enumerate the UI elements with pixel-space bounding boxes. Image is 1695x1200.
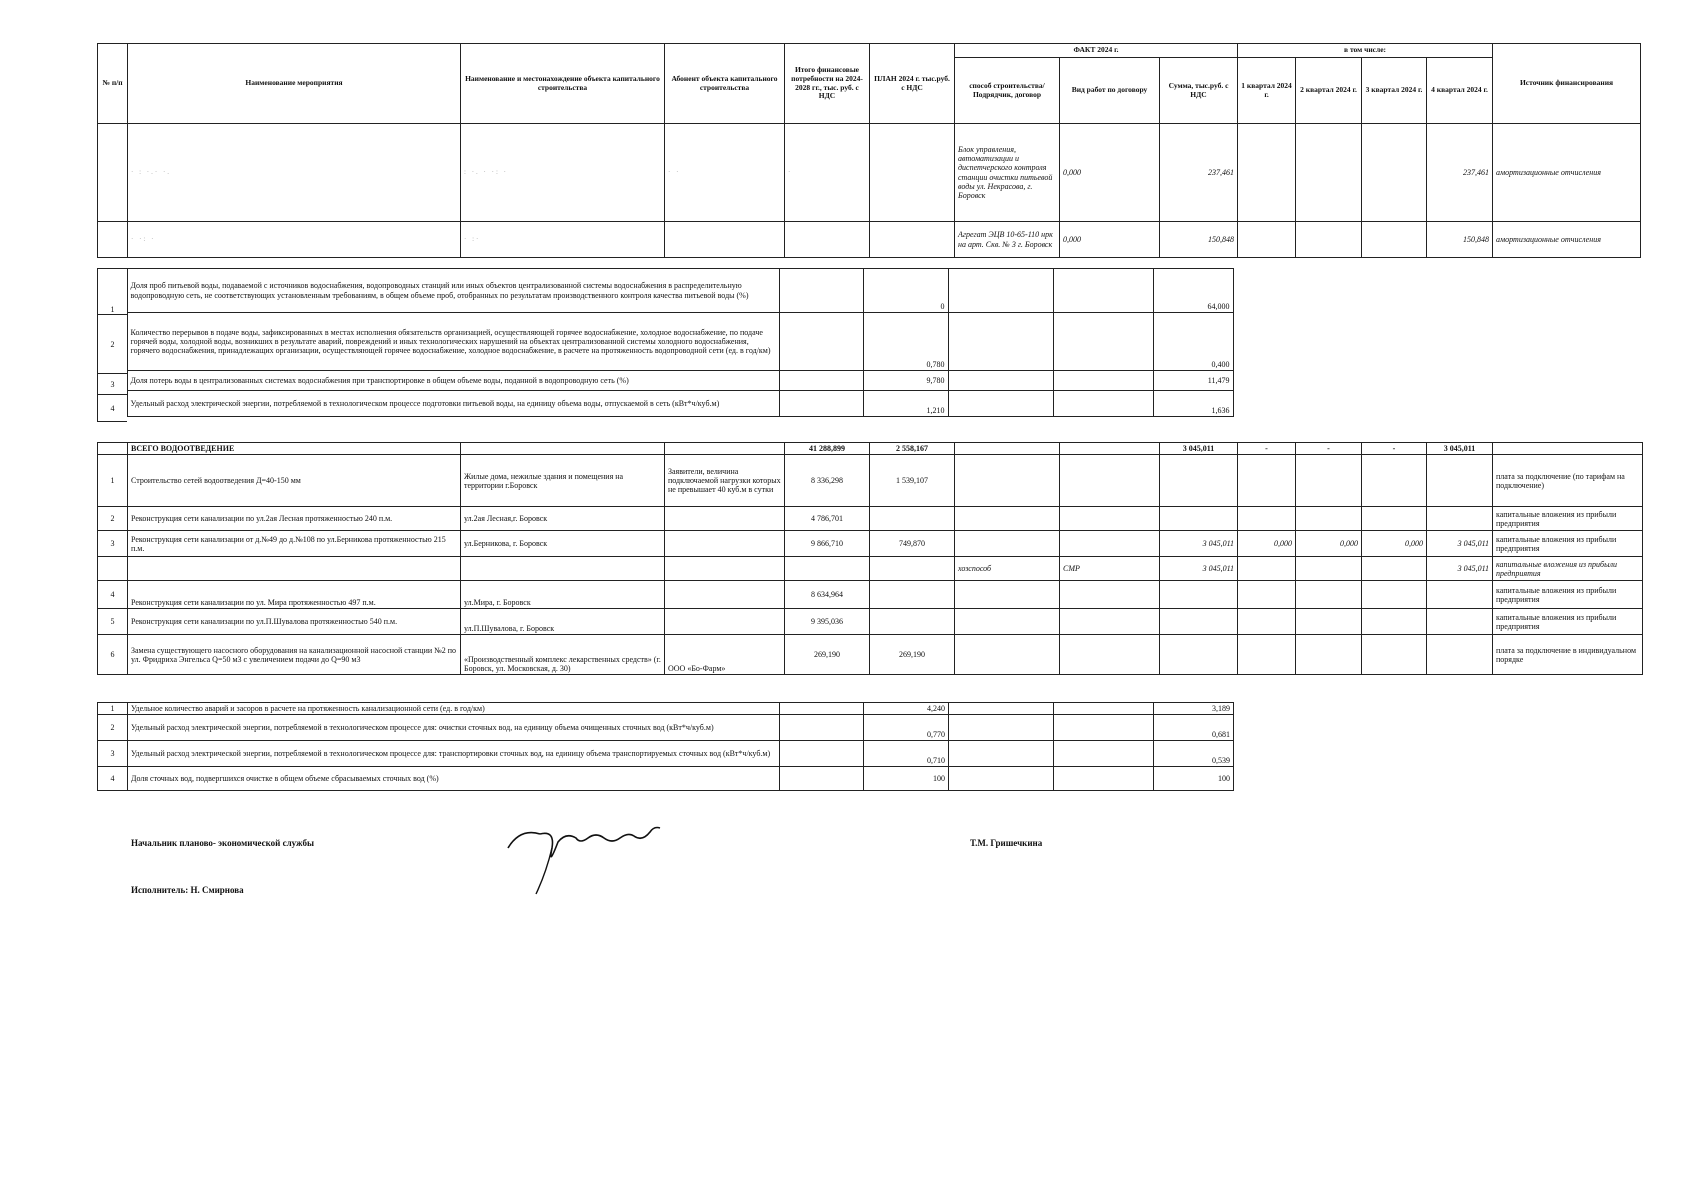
row-method [955,581,1060,609]
row-method [955,531,1060,557]
row-sum: 3 045,011 [1160,557,1238,581]
cell [1238,222,1296,258]
row-q1 [1238,455,1296,507]
indicator-plan: 0 [863,269,948,313]
row-method [955,609,1060,635]
indicator-fact: 0,400 [1153,313,1233,371]
indicator-no: 3 [98,741,128,767]
cell [870,124,955,222]
cell-method: Блок управления, автоматизации и диспетчерского контроля станции очистки питьевой воды ул. Некрасова, г. Боровск [955,124,1060,222]
row-q3 [1362,507,1427,531]
cell-worktype: 0,000 [1060,222,1160,258]
row-no: 4 [98,581,128,609]
row-q3: 0,000 [1362,531,1427,557]
table-row [127,269,1233,313]
row-q1: 0,000 [1238,531,1296,557]
cell [1362,222,1427,258]
col-no: № п/п [98,44,128,124]
row-worktype [1060,635,1160,675]
row-q3 [1362,635,1427,675]
row-q2 [1296,581,1362,609]
row-q2 [1296,609,1362,635]
indicator-text: Доля проб питьевой воды, подаваемой с источников водоснабжения, водопроводных станций или иных объектов централизованной системы водоснабжения в распределительную водопроводную сеть, не соответствующих установленным требованиям, в общем объеме проб, отобранных по результатам производственного контроля качества питьевой воды (%) [127,269,779,313]
col-name: Наименование мероприятия [128,44,461,124]
col-object: Наименование и местонахождение объекта капитального строительства [461,44,665,124]
sewage-total: 41 288,899 [785,443,870,455]
signatory-position: Начальник планово- экономической службы [131,838,314,848]
row-total: 9 866,710 [785,531,870,557]
redacted-cell [98,124,128,222]
table-row [98,531,1643,557]
table-row [98,741,1234,767]
indicator-text: Удельное количество аварий и засоров в расчете на протяженность канализационной сети (ед. в год/км) [128,703,780,715]
col-q4: 4 квартал 2024 г. [1427,58,1493,124]
handwritten-signature [500,808,680,898]
row-subscriber [665,581,785,609]
col-fact-group: ФАКТ 2024 г. [955,44,1238,58]
row-q2 [1296,557,1362,581]
indicator-fact: 0,539 [1154,741,1234,767]
row-q4 [1427,507,1493,531]
row-sum [1160,635,1238,675]
col-total: Итого финансовые потребности на 2024-2028 гг., тыс. руб. с НДС [785,44,870,124]
row-q1 [1238,557,1296,581]
cell [98,222,128,258]
row-q4 [1427,581,1493,609]
row-sum [1160,455,1238,507]
row-method [955,455,1060,507]
row-q3 [1362,609,1427,635]
sewage-q4: 3 045,011 [1427,443,1493,455]
redacted-cell: · ·: · [128,222,461,258]
sewage-total-label: ВСЕГО ВОДООТВЕДЕНИЕ [128,443,461,455]
redacted-cell: · :· [461,222,665,258]
row-object: ул.2ая Лесная,г. Боровск [461,507,665,531]
indicator-fact: 64,000 [1153,269,1233,313]
row-source: плата за подключение в индивидуальном порядке [1493,635,1643,675]
row-object: ул.П.Шувалова, г. Боровск [461,609,665,635]
row-subscriber: Заявители, величина подключаемой нагрузки которых не превышает 40 куб.м в сутки [665,455,785,507]
cell-method: Агрегат ЭЦВ 10-65-110 нрк на арт. Скв. № 3 г. Боровск [955,222,1060,258]
table-row [127,313,1233,371]
row-q1 [1238,635,1296,675]
row-total: 8 634,964 [785,581,870,609]
row-method [955,635,1060,675]
table-row [98,767,1234,791]
row-name: Реконструкция сети канализации по ул.П.Шувалова протяженностью 540 п.м. [128,609,461,635]
row-object: ул.Мира, г. Боровск [461,581,665,609]
row-object [461,557,665,581]
row-sum [1160,581,1238,609]
col-worktype: Вид работ по договору [1060,58,1160,124]
table-row [98,557,1643,581]
cell [870,222,955,258]
indicator-plan: 1,210 [863,391,948,417]
sewage-table [97,442,1643,675]
row-sum [1160,507,1238,531]
indicator-fact: 11,479 [1153,371,1233,391]
row-name: Реконструкция сети канализации по ул. Мира протяженностью 497 п.м. [128,581,461,609]
row-plan: 1 539,107 [870,455,955,507]
table-row [98,507,1643,531]
row-q3 [1362,581,1427,609]
row-subscriber [665,609,785,635]
indicator-plan: 9,780 [863,371,948,391]
col-q3: 3 квартал 2024 г. [1362,58,1427,124]
sewage-q2: - [1296,443,1362,455]
row-plan [870,609,955,635]
table-row [98,581,1643,609]
indicator-text: Удельный расход электрической энергии, потребляемой в технологическом процессе подготовки питьевой воды, на единицу объема воды, отпускаемой в сеть (кВт*ч/куб.м) [127,391,779,417]
row-q1 [1238,507,1296,531]
row-name: Замена существующего насосного оборудования на канализационной насосной станции №2 по ул. Фридриха Энгельса Q=50 м3 с увеличением подачи до Q=90 м3 [128,635,461,675]
investment-table [97,43,1641,258]
row-plan: 749,870 [870,531,955,557]
row-worktype [1060,581,1160,609]
indicator-fact: 3,189 [1154,703,1234,715]
water-indicator-numbers [97,268,127,422]
indicator-plan: 100 [864,767,949,791]
row-q2 [1296,455,1362,507]
cell [1362,124,1427,222]
cell-source: амортизационные отчисления [1493,124,1641,222]
row-worktype: СМР [1060,557,1160,581]
row-worktype [1060,609,1160,635]
row-worktype [1060,531,1160,557]
row-plan: 269,190 [870,635,955,675]
row-q1 [1238,581,1296,609]
cell-q4: 237,461 [1427,124,1493,222]
table-row [98,715,1234,741]
row-total: 9 395,036 [785,609,870,635]
table-row [98,455,1643,507]
row-total: 269,190 [785,635,870,675]
row-subscriber [665,531,785,557]
cell [1296,124,1362,222]
indicator-no: 3 [97,374,127,395]
row-q2 [1296,507,1362,531]
executor: Исполнитель: Н. Смирнова [131,885,244,895]
row-no: 3 [98,531,128,557]
row-q4: 3 045,011 [1427,531,1493,557]
row-plan [870,557,955,581]
row-subscriber [665,557,785,581]
row-source: капитальные вложения из прибыли предприятия [1493,581,1643,609]
sewage-sum: 3 045,011 [1160,443,1238,455]
row-q3 [1362,455,1427,507]
water-indicators-table [127,268,1234,417]
indicator-no: 4 [97,395,127,422]
indicator-text: Доля потерь воды в централизованных системах водоснабжения при транспортировке в общем объеме воды, поданной в водопроводную сеть (%) [127,371,779,391]
sewage-total-row [98,443,1643,455]
indicator-fact: 1,636 [1153,391,1233,417]
redacted-cell: · · [665,124,785,222]
row-total [785,557,870,581]
cell-source: амортизационные отчисления [1493,222,1641,258]
col-plan: ПЛАН 2024 г. тыс.руб. с НДС [870,44,955,124]
table-row [98,222,1641,258]
row-q4 [1427,635,1493,675]
row-q3 [1362,557,1427,581]
row-total: 4 786,701 [785,507,870,531]
indicator-no: 2 [97,315,127,374]
sewage-q3: - [1362,443,1427,455]
row-object: «Производственный комплекс лекарственных средств» (г. Боровск, ул. Московская, д. 30) [461,635,665,675]
row-plan [870,581,955,609]
indicator-no: 1 [97,268,127,315]
col-subscriber: Абонент объекта капитального строительства [665,44,785,124]
signatory-name: Т.М. Гришечкина [970,838,1043,848]
row-worktype [1060,455,1160,507]
row-object: Жилые дома, нежилые здания и помещения на территории г.Боровск [461,455,665,507]
indicator-no: 4 [98,767,128,791]
col-q1: 1 квартал 2024 г. [1238,58,1296,124]
indicator-no: 2 [98,715,128,741]
col-source: Источник финансирования [1493,44,1641,124]
table-row [98,635,1643,675]
row-method [955,507,1060,531]
row-q4 [1427,455,1493,507]
row-name: Реконструкция сети канализации по ул.2ая Лесная протяженностью 240 п.м. [128,507,461,531]
row-subscriber: ООО «Бо-Фарм» [665,635,785,675]
col-sum: Сумма, тыс.руб. с НДС [1160,58,1238,124]
table-row [98,124,1641,222]
row-no [98,557,128,581]
indicator-plan: 0,710 [864,741,949,767]
sewage-plan: 2 558,167 [870,443,955,455]
cell [665,222,785,258]
row-no: 2 [98,507,128,531]
indicator-no: 1 [98,703,128,715]
row-no: 6 [98,635,128,675]
row-source: капитальные вложения из прибыли предприятия [1493,557,1643,581]
row-name: Реконструкция сети канализации от д.№49 до д.№108 по ул.Берникова протяженностью 215 п.м. [128,531,461,557]
indicator-text: Количество перерывов в подаче воды, зафиксированных в местах исполнения обязательств организацией, осуществляющей горячее водоснабжение, холодное водоснабжение, по подаче горячей воды, холодной воды, возникших в результате аварий, повреждений и иных технологических нарушений на объектах централизованной системы холодного водоснабжения, горячего водоснабжения, принадлежащих организации, осуществляющей горячее водоснабжение, холодное водоснабжение, в расчете на протяженность водопроводной сети (ед. в год/км) [127,313,779,371]
row-q2 [1296,635,1362,675]
indicator-text: Доля сточных вод, подвергшихся очистке в общем объеме сбрасываемых сточных вод (%) [128,767,780,791]
cell [1238,124,1296,222]
cell-sum: 150,848 [1160,222,1238,258]
cell-sum: 237,461 [1160,124,1238,222]
row-plan [870,507,955,531]
table-row [98,703,1234,715]
cell [1296,222,1362,258]
sewage-indicators-table [97,702,1234,791]
indicator-fact: 100 [1154,767,1234,791]
row-sum [1160,609,1238,635]
row-source: капитальные вложения из прибыли предприятия [1493,507,1643,531]
indicator-text: Удельный расход электрической энергии, потребляемой в технологическом процессе для: транспортировки сточных вод, на единицу объема транспортируемых сточных вод (кВт*ч/куб.м) [128,741,780,767]
table-row [127,371,1233,391]
indicator-plan: 0,780 [863,313,948,371]
col-method: способ строительства/ Подрядчик, договор [955,58,1060,124]
row-no: 1 [98,455,128,507]
row-name: Строительство сетей водоотведения Д=40-150 мм [128,455,461,507]
row-q4 [1427,609,1493,635]
table-row [127,391,1233,417]
row-q4: 3 045,011 [1427,557,1493,581]
row-source: капитальные вложения из прибыли предприятия [1493,531,1643,557]
indicator-fact: 0,681 [1154,715,1234,741]
row-sum: 3 045,011 [1160,531,1238,557]
table-row [98,609,1643,635]
row-name [128,557,461,581]
row-subscriber [665,507,785,531]
row-object: ул.Берникова, г. Боровск [461,531,665,557]
cell [785,222,870,258]
col-q2: 2 квартал 2024 г. [1296,58,1362,124]
row-source: плата за подключение (по тарифам на подключение) [1493,455,1643,507]
row-no: 5 [98,609,128,635]
cell-worktype: 0,000 [1060,124,1160,222]
cell-q4: 150,848 [1427,222,1493,258]
indicator-plan: 4,240 [864,703,949,715]
col-incl-group: в том числе: [1238,44,1493,58]
row-worktype [1060,507,1160,531]
indicator-plan: 0,770 [864,715,949,741]
row-total: 8 336,298 [785,455,870,507]
redacted-cell: · [785,124,870,222]
redacted-cell: : ·. · ·: · [461,124,665,222]
row-source: капитальные вложения из прибыли предприятия [1493,609,1643,635]
sewage-q1: - [1238,443,1296,455]
row-q2: 0,000 [1296,531,1362,557]
row-method: хозспособ [955,557,1060,581]
indicator-text: Удельный расход электрической энергии, потребляемой в технологическом процессе для: очистки сточных вод, на единицу объема очищенных сточных вод (кВт*ч/куб.м) [128,715,780,741]
redacted-cell: · : ·.· ·. [128,124,461,222]
row-q1 [1238,609,1296,635]
